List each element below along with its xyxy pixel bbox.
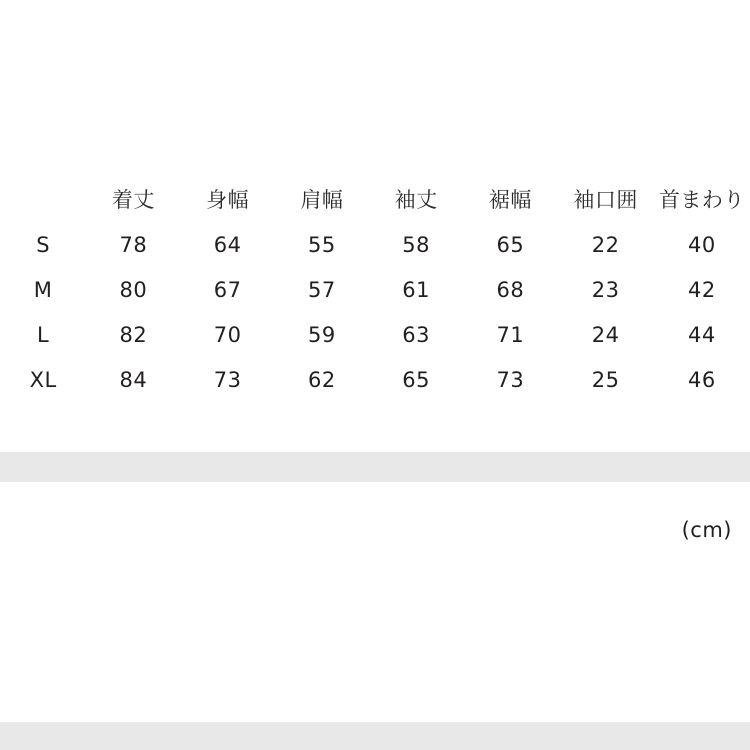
column-header-neck-circumference: 首まわり [658, 188, 745, 212]
table-row [0, 223, 750, 268]
column-header-cuff-circumference: 袖口囲 [573, 188, 638, 212]
table-header-row [0, 178, 750, 223]
cell-xl-chest-width: 73 [213, 368, 242, 392]
cell-l-chest-width: 70 [213, 323, 242, 347]
cell-xl-length: 84 [119, 368, 148, 392]
column-header-length: 着丈 [111, 188, 155, 212]
cell-xl-cuff-circumference: 25 [591, 368, 620, 392]
cell-m-length: 80 [119, 278, 148, 302]
row-label-xl: XL [29, 368, 57, 392]
cell-s-cuff-circumference: 22 [591, 233, 620, 257]
bottom-band [0, 722, 750, 750]
cell-l-length: 82 [119, 323, 148, 347]
cell-l-neck-circumference: 44 [687, 323, 716, 347]
table-row [0, 313, 750, 358]
cell-xl-neck-circumference: 46 [687, 368, 716, 392]
column-header-shoulder-width: 肩幅 [300, 188, 344, 212]
cell-l-shoulder-width: 59 [307, 323, 336, 347]
table-corner-cell [0, 178, 86, 223]
table-row [0, 358, 750, 403]
row-label-m: M [33, 278, 53, 302]
size-chart-table [0, 178, 750, 403]
unit-note: (cm) [681, 518, 732, 542]
table-header [0, 178, 750, 223]
cell-s-sleeve-length: 58 [402, 233, 430, 257]
cell-m-hem-width: 68 [496, 278, 525, 302]
cell-s-chest-width: 64 [213, 233, 242, 257]
cell-m-cuff-circumference: 23 [591, 278, 620, 302]
cell-m-chest-width: 67 [213, 278, 242, 302]
cell-s-length: 78 [119, 233, 148, 257]
table-row [0, 268, 750, 313]
row-label-l: L [37, 323, 50, 347]
cell-s-shoulder-width: 55 [307, 233, 336, 257]
cell-m-shoulder-width: 57 [307, 278, 336, 302]
cell-m-neck-circumference: 42 [687, 278, 716, 302]
cell-m-sleeve-length: 61 [402, 278, 430, 302]
cell-s-hem-width: 65 [496, 233, 525, 257]
column-header-chest-width: 身幅 [206, 188, 250, 212]
cell-xl-sleeve-length: 65 [402, 368, 430, 392]
cell-xl-hem-width: 73 [496, 368, 525, 392]
divider-band [0, 452, 750, 482]
row-label-s: S [36, 233, 51, 257]
cell-l-hem-width: 71 [496, 323, 525, 347]
column-header-hem-width: 裾幅 [488, 188, 532, 212]
cell-s-neck-circumference: 40 [687, 233, 716, 257]
column-header-sleeve-length: 袖丈 [394, 188, 438, 212]
cell-l-sleeve-length: 63 [402, 323, 430, 347]
cell-l-cuff-circumference: 24 [591, 323, 620, 347]
table-body [0, 223, 750, 403]
cell-xl-shoulder-width: 62 [307, 368, 336, 392]
